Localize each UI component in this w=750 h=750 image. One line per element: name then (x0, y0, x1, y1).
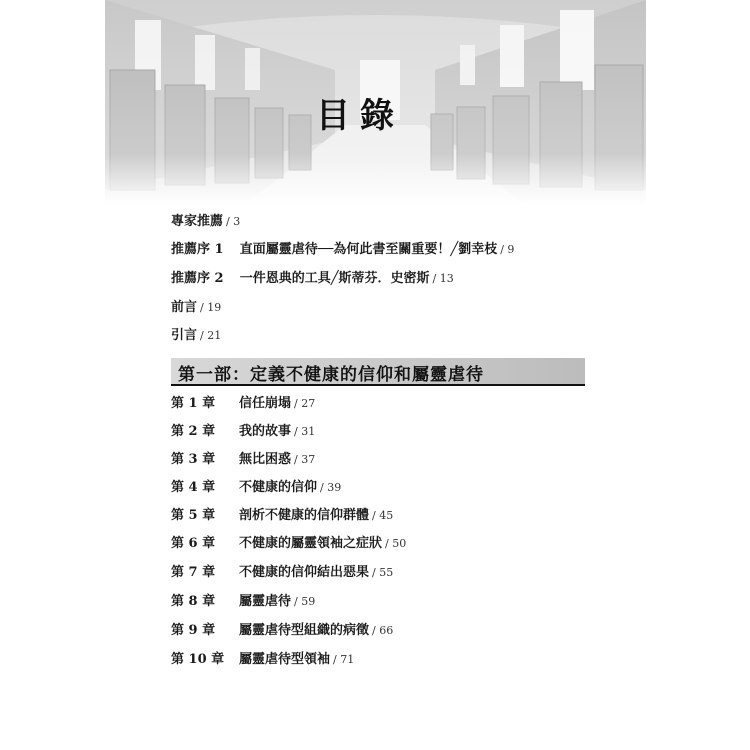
toc-chapter (171, 420, 315, 439)
chapter-title: 不健康的屬靈領袖之症狀 (239, 536, 383, 551)
entry-page: / 9 (500, 243, 515, 256)
entry-label: 推薦序 2 (171, 271, 224, 286)
chapter-number: 第 6 章 (171, 536, 216, 551)
entry-label: 專家推薦 (171, 214, 224, 229)
chapter-title: 不健康的信仰 (239, 480, 318, 495)
toc-chapter (171, 619, 393, 638)
chapter-number: 第 4 章 (171, 480, 216, 495)
toc-chapter (171, 590, 315, 609)
entry-text: 一件恩典的工具╱斯蒂芬．史密斯 (239, 271, 430, 286)
part-heading-bar (171, 358, 585, 386)
chapter-number: 第 2 章 (171, 424, 216, 439)
church-interior-photo (105, 0, 646, 205)
entry-page: / 21 (200, 329, 222, 342)
chapter-number: 第 1 章 (171, 396, 216, 411)
chapter-title: 信任崩塌 (239, 396, 292, 411)
toc-chapter (171, 504, 393, 523)
chapter-page: / 71 (333, 653, 355, 666)
entry-page: / 13 (432, 272, 454, 285)
chapter-title: 剖析不健康的信仰群體 (239, 508, 370, 523)
toc-entry-preface (171, 296, 221, 315)
toc-chapter (171, 648, 354, 667)
chapter-number: 第 5 章 (171, 508, 216, 523)
chapter-number: 第 9 章 (171, 623, 216, 638)
chapter-page: / 39 (320, 481, 342, 494)
book-page (105, 0, 646, 750)
entry-page: / 19 (200, 301, 222, 314)
chapter-page: / 31 (294, 425, 316, 438)
chapter-page: / 27 (294, 397, 316, 410)
page-title: 目錄 (316, 96, 404, 136)
chapter-title: 不健康的信仰結出惡果 (239, 565, 370, 580)
entry-text: 直面屬靈虐待──為何此書至關重要！╱劉幸枝 (239, 242, 498, 257)
toc-chapter (171, 392, 315, 411)
chapter-page: / 45 (372, 509, 394, 522)
chapter-number: 第 10 章 (171, 652, 225, 667)
entry-label: 推薦序 1 (171, 242, 224, 257)
chapter-title: 屬靈虐待 (239, 594, 292, 609)
chapter-number: 第 3 章 (171, 452, 216, 467)
entry-label: 前言 (171, 300, 198, 315)
chapter-number: 第 8 章 (171, 594, 216, 609)
chapter-title: 我的故事 (239, 424, 292, 439)
toc-chapter (171, 561, 393, 580)
chapter-page: / 59 (294, 595, 316, 608)
chapter-title: 屬靈虐待型組織的病徵 (239, 623, 370, 638)
chapter-title: 屬靈虐待型領袖 (239, 652, 331, 667)
entry-page: / 3 (226, 215, 241, 228)
part-heading: 第一部：定義不健康的信仰和屬靈虐待 (178, 365, 484, 385)
toc-chapter (171, 532, 406, 551)
toc-entry-foreword-1 (171, 238, 514, 257)
chapter-page: / 50 (385, 537, 407, 550)
chapter-page: / 37 (294, 453, 316, 466)
toc-chapter (171, 476, 341, 495)
entry-label: 引言 (171, 328, 198, 343)
toc-entry-introduction (171, 324, 221, 343)
chapter-page: / 66 (372, 624, 394, 637)
chapter-page: / 55 (372, 566, 394, 579)
toc-entry-expert-recommendations (171, 210, 240, 229)
toc-chapter (171, 448, 315, 467)
toc-entry-foreword-2 (171, 267, 454, 286)
chapter-number: 第 7 章 (171, 565, 216, 580)
chapter-title: 無比困惑 (239, 452, 292, 467)
